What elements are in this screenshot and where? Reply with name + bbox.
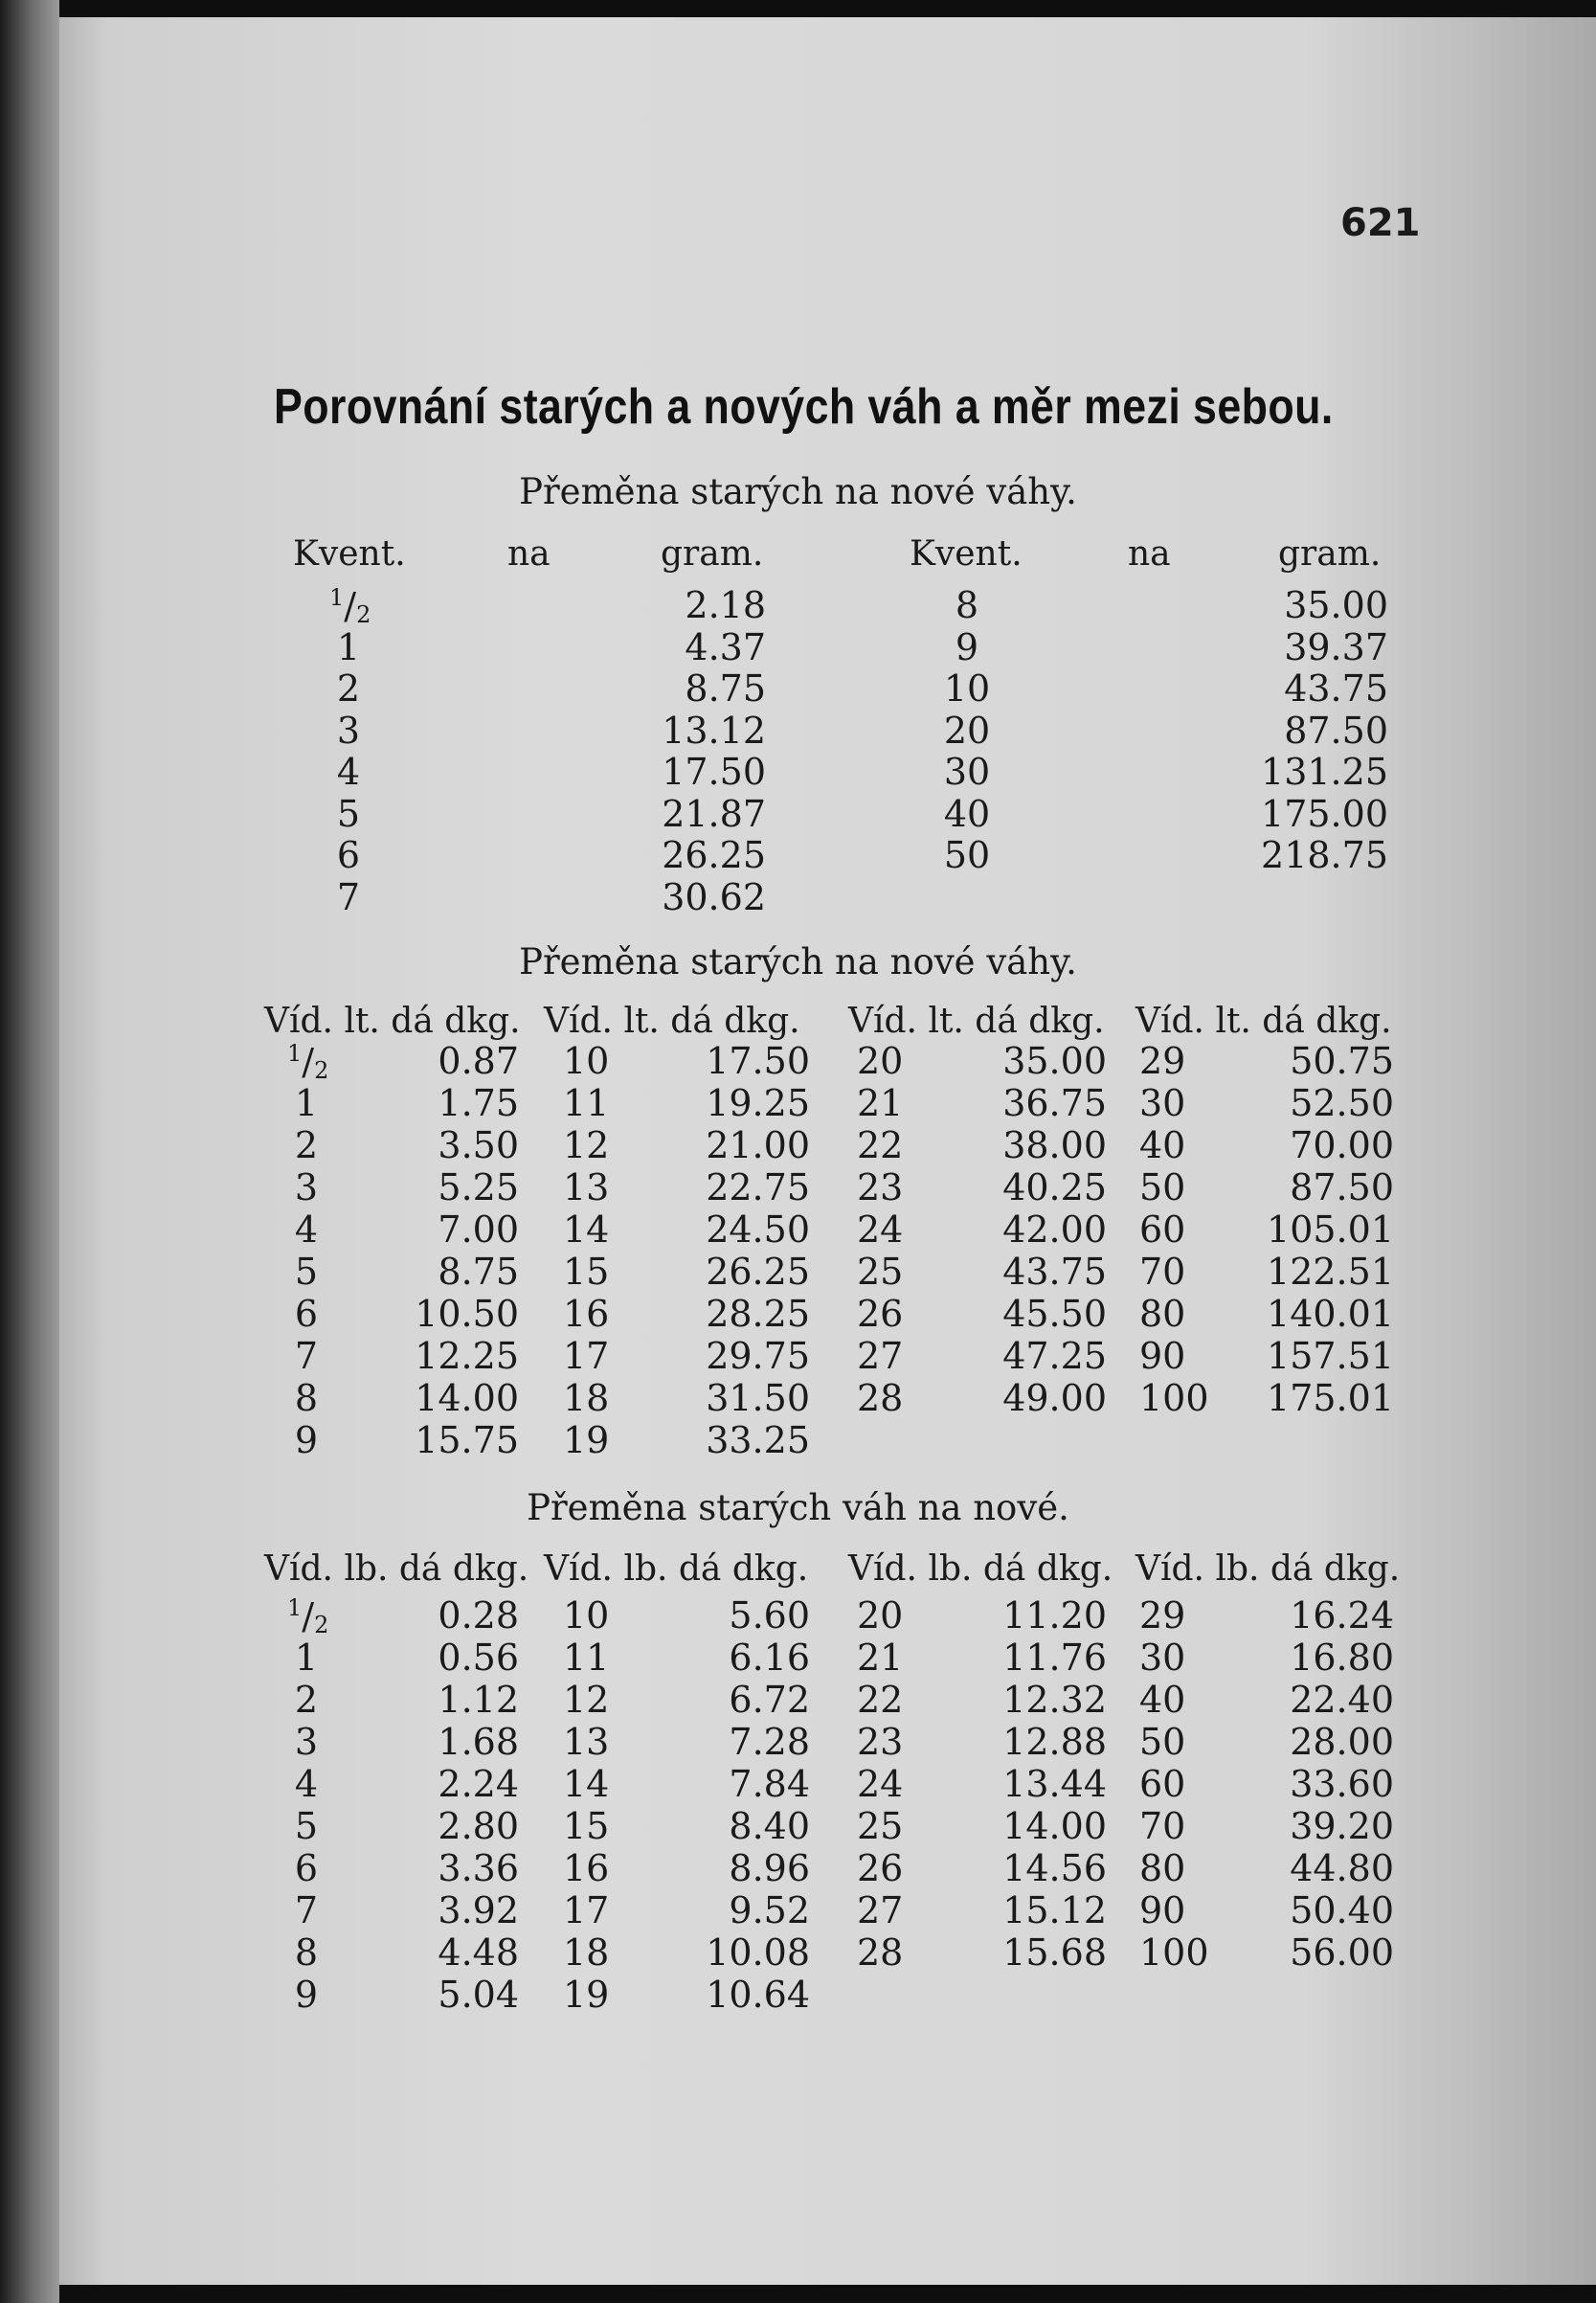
table2-key-cell: 28: [857, 1377, 904, 1419]
table3-value-cell: 3.92: [438, 1889, 519, 1931]
table3-key-cell: 80: [1139, 1847, 1186, 1889]
table3-key-cell: 70: [1139, 1805, 1186, 1847]
table1-gram-cell: 218.75: [1261, 834, 1388, 876]
table3-key-cell: 26: [857, 1847, 904, 1889]
table2-value-cell: 42.00: [1002, 1208, 1107, 1251]
table3-column-header: Víd. lb. dá dkg.: [544, 1549, 809, 1589]
table1-kvent-cell: 8: [955, 584, 979, 626]
table2-key-cell: 5: [294, 1251, 319, 1293]
table2-value-cell: 10.50: [415, 1293, 519, 1335]
table3-column-header: Víd. lb. dá dkg.: [264, 1549, 529, 1589]
table2-value-cell: 175.01: [1267, 1377, 1394, 1419]
table2-value-cell: 15.75: [415, 1419, 519, 1461]
table2-key-cell: 7: [294, 1335, 319, 1377]
table3-value-cell: 12.88: [1002, 1721, 1107, 1763]
table1-gram-cell: 175.00: [1261, 792, 1388, 835]
table3-value-cell: 5.04: [438, 1974, 519, 2016]
table1-gram-cell: 26.25: [662, 834, 766, 876]
table2-value-cell: 19.25: [706, 1082, 810, 1124]
table2-value-cell: 26.25: [706, 1251, 810, 1293]
table3-key-cell: 29: [1139, 1594, 1186, 1637]
table3-key-cell: 20: [857, 1594, 904, 1637]
table3-value-cell: 16.24: [1290, 1594, 1394, 1637]
table3-value-cell: 3.36: [438, 1847, 519, 1889]
table3-value-cell: 7.84: [729, 1763, 810, 1805]
table3-key-cell: 90: [1139, 1889, 1186, 1931]
table1-gram-cell: 8.75: [685, 667, 766, 710]
table3-value-cell: 7.28: [729, 1721, 810, 1763]
table3-value-cell: 6.72: [729, 1679, 810, 1721]
table2-value-cell: 36.75: [1002, 1082, 1107, 1124]
table2-value-cell: 17.50: [706, 1040, 810, 1082]
table1-kvent-cell: $^1/_2$: [329, 584, 371, 628]
table2-key-cell: 14: [563, 1208, 610, 1251]
table2-key-cell: 16: [563, 1293, 610, 1335]
table1-kvent-cell: 40: [943, 792, 991, 835]
table3-value-cell: 15.68: [1002, 1931, 1107, 1974]
table2-value-cell: 47.25: [1002, 1335, 1107, 1377]
table3-value-cell: 0.56: [438, 1637, 519, 1679]
table1-header: na: [1128, 534, 1171, 574]
table1-kvent-cell: 9: [955, 625, 979, 668]
table2-value-cell: 122.51: [1267, 1251, 1394, 1293]
table3-value-cell: 50.40: [1290, 1889, 1394, 1931]
table3-value-cell: 14.00: [1002, 1805, 1107, 1847]
table2-key-cell: 29: [1139, 1040, 1186, 1082]
table3-value-cell: 0.28: [438, 1594, 519, 1637]
table2-key-cell: 18: [563, 1377, 610, 1419]
table3-value-cell: 6.16: [729, 1637, 810, 1679]
table3-value-cell: 10.08: [706, 1931, 810, 1974]
table1-gram-cell: 87.50: [1284, 709, 1388, 752]
table2-key-cell: 8: [294, 1377, 319, 1419]
table2-key-cell: 90: [1139, 1335, 1186, 1377]
table3-key-cell: 60: [1139, 1763, 1186, 1805]
table2-value-cell: 43.75: [1002, 1251, 1107, 1293]
table2-key-cell: 27: [857, 1335, 904, 1377]
table2-key-cell: 13: [563, 1166, 610, 1208]
table2-value-cell: 29.75: [706, 1335, 810, 1377]
table3-column-header: Víd. lb. dá dkg.: [848, 1549, 1113, 1589]
table3-value-cell: 44.80: [1290, 1847, 1394, 1889]
table3-key-cell: 28: [857, 1931, 904, 1974]
table2-key-cell: 4: [294, 1208, 319, 1251]
table2-value-cell: 52.50: [1290, 1082, 1394, 1124]
table3-key-cell: 6: [294, 1847, 319, 1889]
table3-key-cell: 9: [294, 1974, 319, 2016]
table3-key-cell: 50: [1139, 1721, 1186, 1763]
table2-value-cell: 0.87: [438, 1040, 519, 1082]
table2-key-cell: 50: [1139, 1166, 1186, 1208]
table3-key-cell: 8: [294, 1931, 319, 1974]
table3-key-cell: 23: [857, 1721, 904, 1763]
table2-key-cell: 10: [563, 1040, 610, 1082]
table3-key-cell: 2: [294, 1679, 319, 1721]
table2-key-cell: 23: [857, 1166, 904, 1208]
table2-value-cell: 70.00: [1290, 1124, 1394, 1166]
table2-key-cell: 25: [857, 1251, 904, 1293]
table2-value-cell: 157.51: [1267, 1335, 1394, 1377]
table1-subtitle: Přeměna starých na nové váhy.: [519, 471, 1077, 512]
table1-kvent-cell: 5: [336, 792, 361, 835]
table2-value-cell: 33.25: [706, 1419, 810, 1461]
table3-value-cell: 2.24: [438, 1763, 519, 1805]
table3-value-cell: 8.40: [729, 1805, 810, 1847]
table2-key-cell: 100: [1139, 1377, 1209, 1419]
table2-key-cell: 1: [294, 1082, 319, 1124]
table1-gram-cell: 35.00: [1284, 584, 1388, 626]
table3-key-cell: 12: [563, 1679, 610, 1721]
table2-value-cell: 21.00: [706, 1124, 810, 1166]
table1-gram-cell: 39.37: [1284, 625, 1388, 668]
table2-value-cell: 24.50: [706, 1208, 810, 1251]
table2-value-cell: 35.00: [1002, 1040, 1107, 1082]
table3-value-cell: 14.56: [1002, 1847, 1107, 1889]
table1-kvent-cell: 1: [336, 625, 361, 668]
table3-value-cell: 5.60: [729, 1594, 810, 1637]
table3-value-cell: 8.96: [729, 1847, 810, 1889]
table3-key-cell: 15: [563, 1805, 610, 1847]
table2-value-cell: 7.00: [438, 1208, 519, 1251]
table2-key-cell: 11: [563, 1082, 610, 1124]
table1-kvent-cell: 4: [336, 751, 361, 793]
table2-key-cell: 40: [1139, 1124, 1186, 1166]
table3-key-cell: 25: [857, 1805, 904, 1847]
table2-key-cell: 17: [563, 1335, 610, 1377]
table1-kvent-cell: 50: [943, 834, 991, 876]
table1-kvent-cell: 2: [336, 667, 361, 710]
table2-column-header: Víd. lt. dá dkg.: [1135, 1002, 1392, 1041]
page-title: Porovnání starých a nových váh a měr mezi sebou.: [274, 379, 1334, 435]
table3-key-cell: 100: [1139, 1931, 1209, 1974]
table1-gram-cell: 2.18: [685, 584, 766, 626]
table1-kvent-cell: 7: [336, 875, 361, 918]
table3-key-cell: 10: [563, 1594, 610, 1637]
table2-key-cell: 19: [563, 1419, 610, 1461]
table2-value-cell: 28.25: [706, 1293, 810, 1335]
table2-value-cell: 8.75: [438, 1251, 519, 1293]
table3-key-cell: 5: [294, 1805, 319, 1847]
table2-key-cell: 60: [1139, 1208, 1186, 1251]
table3-value-cell: 39.20: [1290, 1805, 1394, 1847]
table1-kvent-cell: 20: [943, 709, 991, 752]
table1-kvent-cell: 6: [336, 834, 361, 876]
page-number: 621: [1340, 201, 1421, 245]
table2-key-cell: 22: [857, 1124, 904, 1166]
table2-value-cell: 38.00: [1002, 1124, 1107, 1166]
table1-header: Kvent.: [293, 534, 406, 574]
table3-key-cell: 22: [857, 1679, 904, 1721]
table1-gram-cell: 13.12: [662, 709, 766, 752]
table3-key-cell: 13: [563, 1721, 610, 1763]
table3-key-cell: 24: [857, 1763, 904, 1805]
page-edge: [0, 0, 59, 2303]
table3-value-cell: 56.00: [1290, 1931, 1394, 1974]
table3-value-cell: 4.48: [438, 1931, 519, 1974]
table2-subtitle: Přeměna starých na nové váhy.: [519, 941, 1077, 982]
table1-kvent-cell: 30: [943, 751, 991, 793]
table3-key-cell: 17: [563, 1889, 610, 1931]
table2-value-cell: 5.25: [438, 1166, 519, 1208]
table3-value-cell: 13.44: [1002, 1763, 1107, 1805]
table2-key-cell: 20: [857, 1040, 904, 1082]
table3-key-cell: 16: [563, 1847, 610, 1889]
table2-value-cell: 14.00: [415, 1377, 519, 1419]
table3-key-cell: 30: [1139, 1637, 1186, 1679]
table3-value-cell: 2.80: [438, 1805, 519, 1847]
table3-value-cell: 15.12: [1002, 1889, 1107, 1931]
table2-key-cell: 21: [857, 1082, 904, 1124]
table3-key-cell: 11: [563, 1637, 610, 1679]
table3-value-cell: 11.20: [1002, 1594, 1107, 1637]
table1-gram-cell: 17.50: [662, 751, 766, 793]
table2-value-cell: 1.75: [438, 1082, 519, 1124]
table3-subtitle: Přeměna starých váh na nové.: [527, 1487, 1069, 1528]
table3-value-cell: 9.52: [729, 1889, 810, 1931]
table1-header: Kvent.: [910, 534, 1023, 574]
table3-key-cell: 27: [857, 1889, 904, 1931]
table3-column-header: Víd. lb. dá dkg.: [1135, 1549, 1401, 1589]
table3-value-cell: 22.40: [1290, 1679, 1394, 1721]
table2-key-cell: $^1/_2$: [287, 1040, 329, 1084]
table1-gram-cell: 43.75: [1284, 667, 1388, 710]
table1-header: na: [507, 534, 551, 574]
table1-gram-cell: 30.62: [662, 875, 766, 918]
table2-column-header: Víd. lt. dá dkg.: [264, 1002, 521, 1041]
table2-key-cell: 2: [294, 1124, 319, 1166]
table1-kvent-cell: 3: [336, 709, 361, 752]
table3-key-cell: $^1/_2$: [287, 1594, 329, 1638]
table2-column-header: Víd. lt. dá dkg.: [544, 1002, 800, 1041]
table2-key-cell: 26: [857, 1293, 904, 1335]
table2-value-cell: 22.75: [706, 1166, 810, 1208]
table2-value-cell: 12.25: [415, 1335, 519, 1377]
table2-key-cell: 9: [294, 1419, 319, 1461]
table1-header: gram.: [661, 534, 764, 574]
table3-value-cell: 1.68: [438, 1721, 519, 1763]
table2-value-cell: 140.01: [1267, 1293, 1394, 1335]
table2-key-cell: 6: [294, 1293, 319, 1335]
table1-kvent-cell: 10: [943, 667, 991, 710]
table2-value-cell: 49.00: [1002, 1377, 1107, 1419]
table1-gram-cell: 131.25: [1261, 751, 1388, 793]
table3-value-cell: 16.80: [1290, 1637, 1394, 1679]
table1-header: gram.: [1278, 534, 1382, 574]
table3-key-cell: 7: [294, 1889, 319, 1931]
table2-value-cell: 31.50: [706, 1377, 810, 1419]
table2-value-cell: 50.75: [1290, 1040, 1394, 1082]
table3-value-cell: 10.64: [706, 1974, 810, 2016]
table2-column-header: Víd. lt. dá dkg.: [848, 1002, 1105, 1041]
table1-gram-cell: 21.87: [662, 792, 766, 835]
table2-value-cell: 87.50: [1290, 1166, 1394, 1208]
table3-key-cell: 4: [294, 1763, 319, 1805]
table2-value-cell: 40.25: [1002, 1166, 1107, 1208]
table3-key-cell: 3: [294, 1721, 319, 1763]
table2-key-cell: 24: [857, 1208, 904, 1251]
table3-key-cell: 1: [294, 1637, 319, 1679]
table2-key-cell: 70: [1139, 1251, 1186, 1293]
table2-key-cell: 80: [1139, 1293, 1186, 1335]
table2-key-cell: 12: [563, 1124, 610, 1166]
table3-key-cell: 40: [1139, 1679, 1186, 1721]
table3-key-cell: 18: [563, 1931, 610, 1974]
table2-key-cell: 3: [294, 1166, 319, 1208]
table2-key-cell: 15: [563, 1251, 610, 1293]
table3-value-cell: 33.60: [1290, 1763, 1394, 1805]
table2-value-cell: 105.01: [1267, 1208, 1394, 1251]
table3-value-cell: 28.00: [1290, 1721, 1394, 1763]
table2-value-cell: 3.50: [438, 1124, 519, 1166]
table2-value-cell: 45.50: [1002, 1293, 1107, 1335]
table3-key-cell: 19: [563, 1974, 610, 2016]
table3-value-cell: 1.12: [438, 1679, 519, 1721]
table3-key-cell: 14: [563, 1763, 610, 1805]
table3-value-cell: 11.76: [1002, 1637, 1107, 1679]
table3-key-cell: 21: [857, 1637, 904, 1679]
table1-gram-cell: 4.37: [685, 625, 766, 668]
table2-key-cell: 30: [1139, 1082, 1186, 1124]
table3-value-cell: 12.32: [1002, 1679, 1107, 1721]
